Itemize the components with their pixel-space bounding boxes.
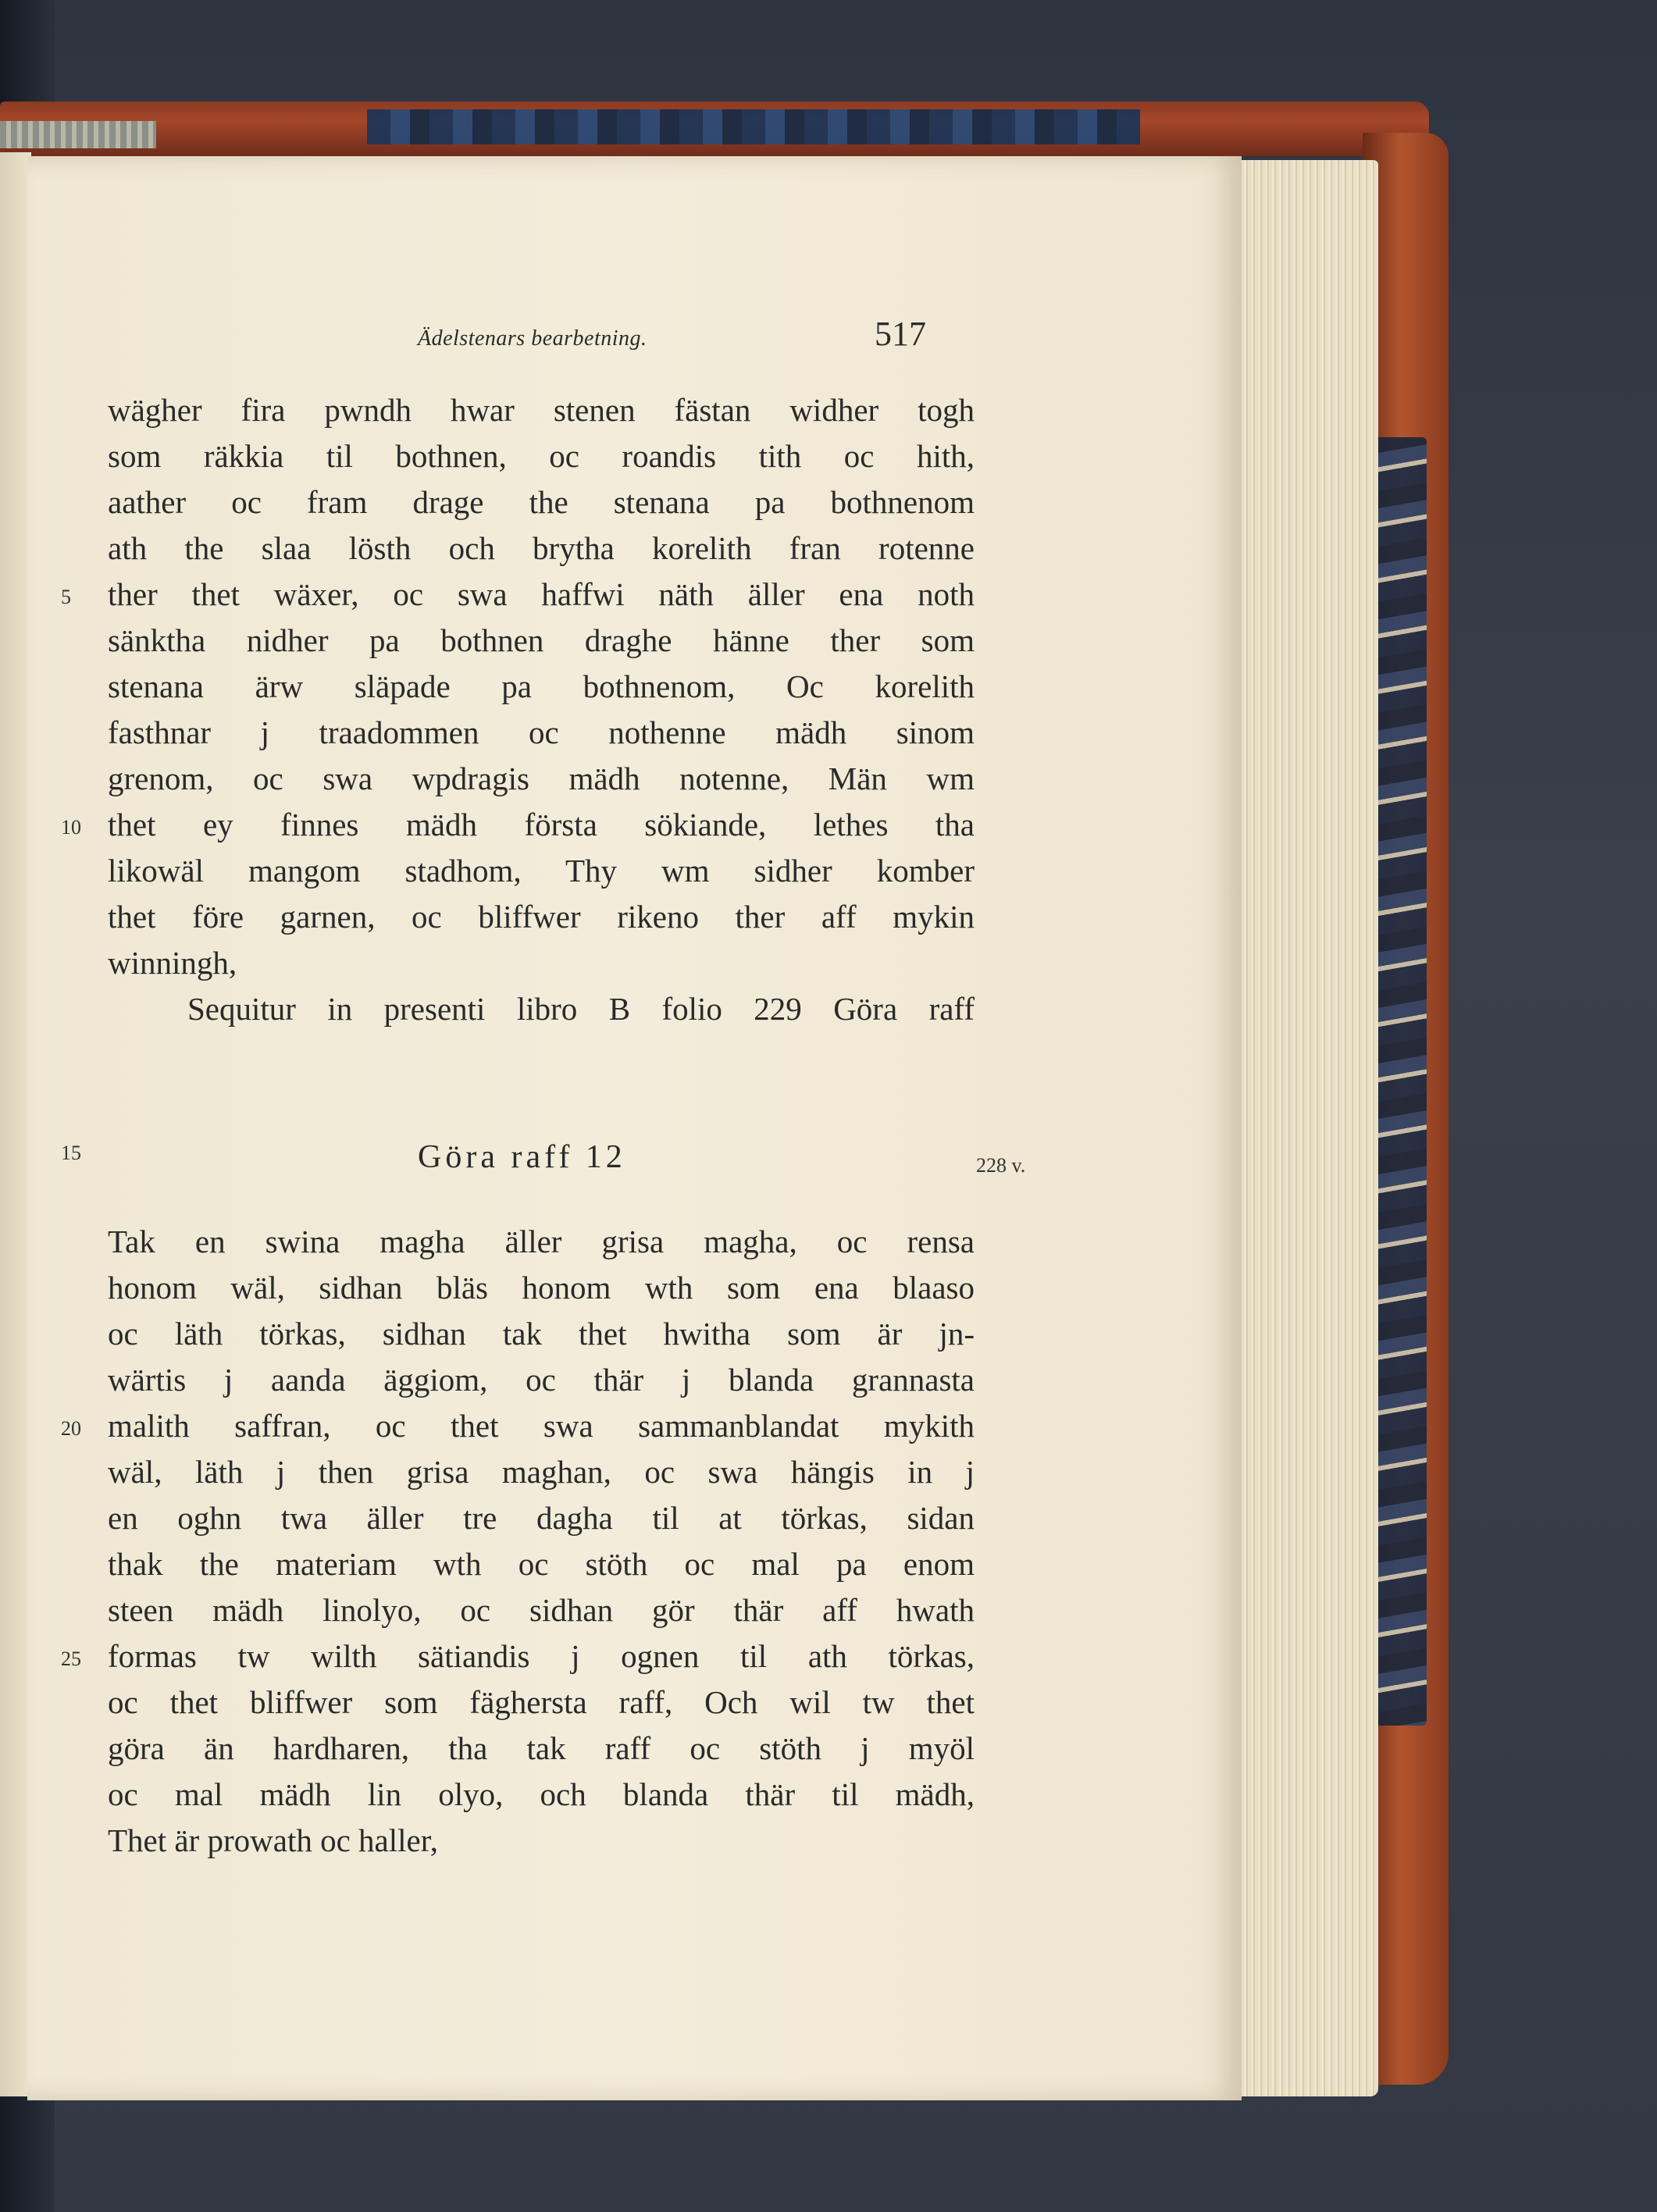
text-line: ath the slaa lösth och brytha korelith fran rotenne bbox=[108, 530, 975, 566]
text-line: steen mädh linolyo, oc sidhan gör thär aff hwath bbox=[108, 1592, 975, 1628]
page-block-edge bbox=[1230, 160, 1378, 2096]
text-line: sänktha nidher pa bothnen draghe hänne ther som bbox=[108, 622, 975, 658]
text-line: thet före garnen, oc bliffwer rikeno ther aff mykin bbox=[108, 899, 975, 935]
text-line: aather oc fram drage the stenana pa bothnenom bbox=[108, 484, 975, 520]
margin-note: 228 v. bbox=[976, 1154, 1026, 1177]
line-number: 10 bbox=[61, 816, 81, 839]
line-number: 5 bbox=[61, 586, 71, 608]
text-line: göra än hardharen, tha tak raff oc stöth j myöl bbox=[108, 1730, 975, 1766]
running-head: Ädelstenars bearbetning. bbox=[418, 326, 647, 351]
text-line: som räkkia til bothnen, oc roandis tith oc hith, bbox=[108, 438, 975, 474]
line-number: 20 bbox=[61, 1417, 81, 1440]
facing-page-edge bbox=[0, 152, 31, 2096]
text-line: honom wäl, sidhan bläs honom wth som ena blaaso bbox=[108, 1270, 975, 1305]
book-cover-top-band bbox=[367, 109, 1140, 144]
text-line: grenom, oc swa wpdragis mädh notenne, Män wm bbox=[108, 760, 975, 796]
book-headband bbox=[0, 121, 156, 148]
text-line: winningh, bbox=[108, 945, 237, 981]
text-line: thet ey finnes mädh första sökiande, lethes tha bbox=[108, 807, 975, 842]
line-number: 25 bbox=[61, 1647, 81, 1670]
text-line: wägher fira pwndh hwar stenen fästan widher togh bbox=[108, 392, 975, 428]
text-line: wärtis j aanda äggiom, oc thär j blanda grannasta bbox=[108, 1362, 975, 1398]
text-line: ther thet wäxer, oc swa haffwi näth äller ena noth bbox=[108, 576, 975, 612]
page-number: 517 bbox=[875, 315, 926, 353]
text-line: oc thet bliffwer som fäghersta raff, Och wil tw thet bbox=[108, 1684, 975, 1720]
text-line: stenana ärw släpade pa bothnenom, Oc korelith bbox=[108, 668, 975, 704]
text-line: oc läth törkas, sidhan tak thet hwitha som är jn- bbox=[108, 1316, 975, 1352]
text-line: oc mal mädh lin olyo, och blanda thär til mädh, bbox=[108, 1776, 975, 1812]
text-line: Tak en swina magha äller grisa magha, oc rensa bbox=[108, 1224, 975, 1259]
text-line: fasthnar j traadommen oc nothenne mädh sinom bbox=[108, 714, 975, 750]
text-line: likowäl mangom stadhom, Thy wm sidher komber bbox=[108, 853, 975, 889]
text-line: wäl, läth j then grisa maghan, oc swa hängis in j bbox=[108, 1454, 975, 1490]
sequitur-line: Sequitur in presenti libro B folio 229 Göra raff bbox=[187, 991, 975, 1027]
line-number: 15 bbox=[61, 1142, 81, 1164]
text-line: Thet är prowath oc haller, bbox=[108, 1822, 438, 1858]
text-line: formas tw wilth sätiandis j ognen til ath törkas, bbox=[108, 1638, 975, 1674]
section-heading: Göra raff 12 bbox=[418, 1139, 626, 1175]
text-line: malith saffran, oc thet swa sammanblandat mykith bbox=[108, 1408, 975, 1444]
text-line: thak the materiam wth oc stöth oc mal pa enom bbox=[108, 1546, 975, 1582]
text-line: en oghn twa äller tre dagha til at törkas, sidan bbox=[108, 1500, 975, 1536]
